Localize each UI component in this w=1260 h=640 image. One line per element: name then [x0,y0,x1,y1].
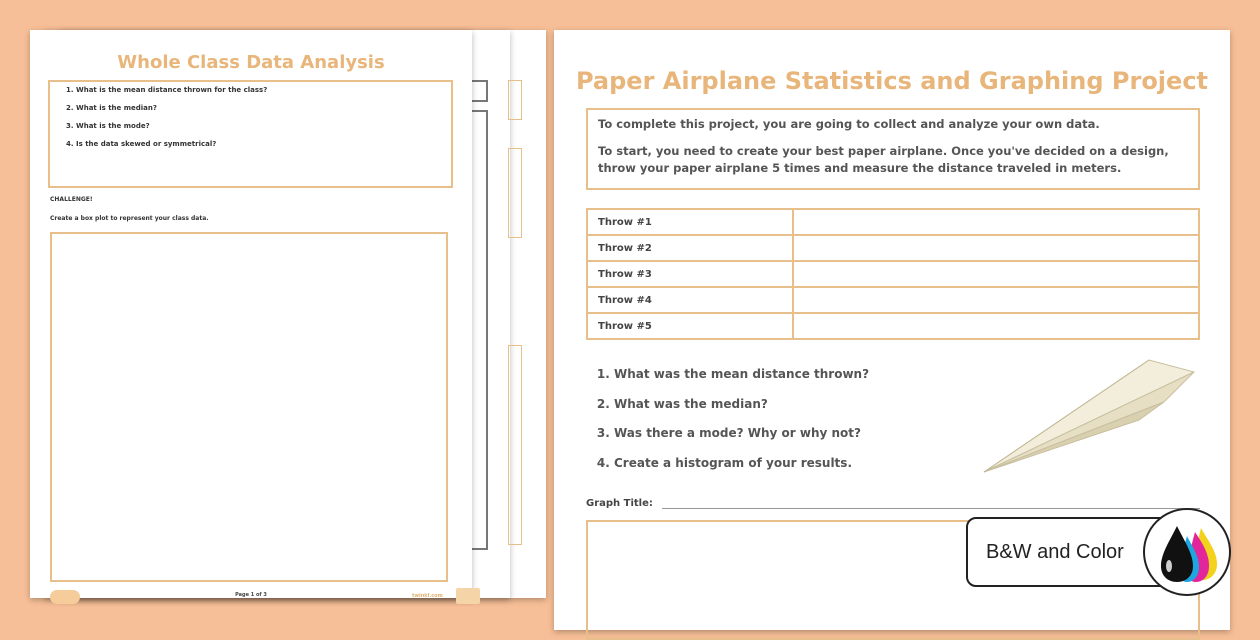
throw-value-cell [793,235,1199,261]
throw-value-cell [793,209,1199,235]
throw-label: Throw #3 [587,261,793,287]
class-analysis-worksheet [30,30,472,598]
left-question: 3. What is the mode? [76,122,443,130]
intro-box [586,108,1200,190]
back-sheet-table-fragment [508,148,522,238]
left-question: 2. What is the median? [76,104,443,112]
main-question: 2. What was the median? [614,397,869,427]
table-row [587,261,1199,287]
badge-text: B&W and Color [986,541,1124,563]
throw-value-cell [793,313,1199,339]
main-questions-list [594,367,869,485]
challenge-label: CHALLENGE! [50,196,93,203]
left-question: 1. What is the mean distance thrown for the class? [76,86,443,94]
throw-label: Throw #2 [587,235,793,261]
main-question: 3. Was there a mode? Why or why not? [614,426,869,456]
intro-paragraph: To complete this project, you are going to collect and analyze your own data. [598,117,1100,131]
throw-label: Throw #1 [587,209,793,235]
throw-value-cell [793,287,1199,313]
back-sheet-table-fragment [508,345,522,545]
ink-drops-icon [1159,522,1219,584]
graph-title-label: Graph Title: [586,498,653,509]
page-number: Page 1 of 3 [235,592,267,598]
footer-url: twinkl.com [412,593,443,599]
main-question: 4. Create a histogram of your results. [614,456,869,486]
left-sheet-title: Whole Class Data Analysis [117,52,385,73]
challenge-text: Create a box plot to represent your class data. [50,215,209,222]
throw-label: Throw #4 [587,287,793,313]
throw-label: Throw #5 [587,313,793,339]
left-question: 4. Is the data skewed or symmetrical? [76,140,443,148]
throw-table [586,208,1200,340]
throw-value-cell [793,261,1199,287]
main-question: 1. What was the mean distance thrown? [614,367,869,397]
back-sheet-box [470,80,488,102]
box-plot-area [50,232,448,582]
intro-paragraph: To start, you need to create your best paper airplane. Once you've decided on a design, throw your paper airplane 5 times and measure the distance traveled in meters. [598,144,1169,175]
table-row [587,235,1199,261]
paper-airplane-icon [979,352,1209,477]
left-questions-box [48,80,453,188]
footer-badge-icon [456,588,480,604]
back-sheet-box [470,110,488,550]
table-row [587,313,1199,339]
back-sheet-table-fragment [508,80,522,120]
table-row [587,209,1199,235]
graph-title-line [662,508,1200,509]
table-row [587,287,1199,313]
ink-badge-circle [1143,508,1231,596]
main-sheet-title: Paper Airplane Statistics and Graphing Project [575,67,1209,95]
